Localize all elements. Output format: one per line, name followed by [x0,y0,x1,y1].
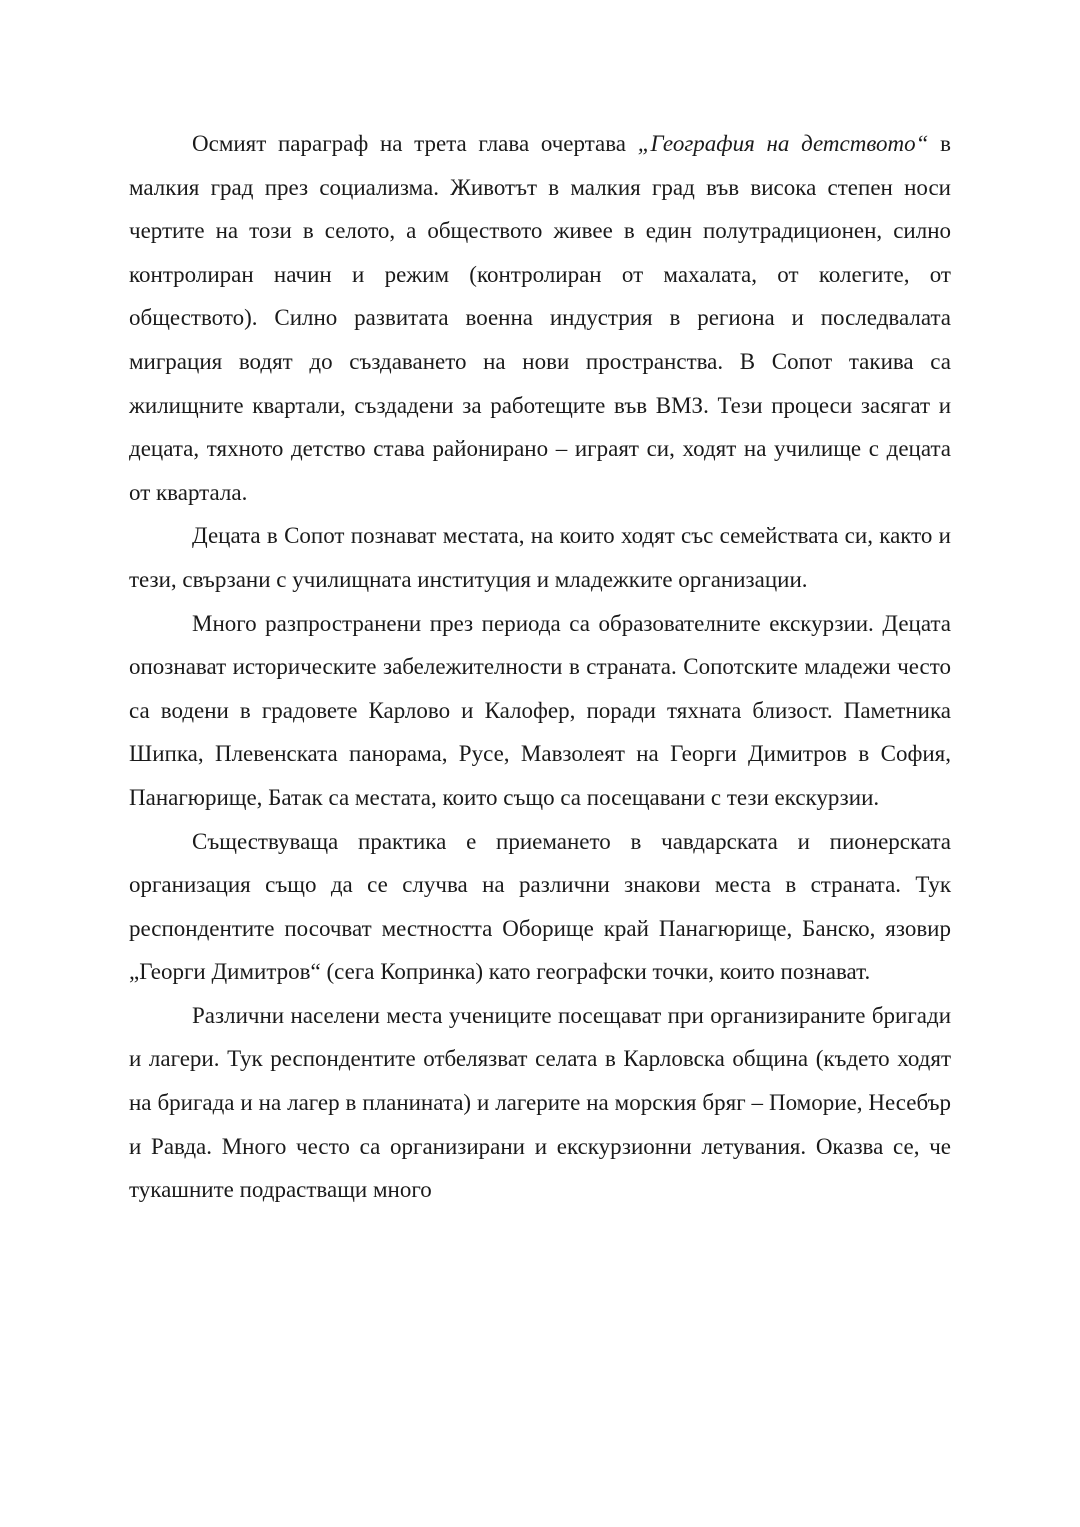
document-body [129,122,951,1212]
paragraph-3: Много разпространени през периода са образователните екскурзии. Децата опознават историческите забележителности в страната. Сопотските младежи често са водени в градовете Карлово и Калофер, поради тяхната близост. Паметника Шипка, Плевенската панорама, Русе, Мавзолеят на Георги Димитров в София, Панагюрище, Батак са местата, които също са посещавани с тези екскурзии. [129,610,951,810]
paragraph-4: Съществуваща практика е приемането в чавдарската и пионерската организация също да се случва на различни знакови места в страната. Тук респондентите посочват местността Оборище край Панагюрище, Банско, язовир „Георги Димитров“ (сега Копринка) като географски точки, които познават. [129,828,951,985]
paragraph-1 [129,122,951,514]
paragraph-1-intro: Осмият параграф на трета глава очертава [192,131,638,156]
paragraph-1-rest: в малкия град през социализма. Животът в малкия град във висока степен носи чертите на този в селото, а обществото живее в един полутрадиционен, силно контролиран начин и режим (контролиран от махалата, от колегите, от обществото). Силно развитата военна индустрия в региона и последвалата миграция водят до създаването на нови пространства. В Сопот такива са жилищните квартали, създадени за работещите във ВМЗ. Тези процеси засягат и децата, тяхното детство става районирано – играят си, ходят на училище с децата от квартала. [129,131,951,505]
italic-title-phrase: „География на детството“ [637,131,929,156]
paragraph-5: Различни населени места учениците посещават при организираните бригади и лагери. Тук респондентите отбелязват селата в Карловска община (където ходят на бригада и на лагер в планината) и лагерите на морския бряг – Поморие, Несебър и Равда. Много често са организирани и екскурзионни летувания. Оказва се, че тукашните подрастващи много [129,1002,951,1203]
paragraph-2: Децата в Сопот познават местата, на които ходят със семействата си, както и тези, свързани с училищната институция и младежките организации. [129,523,951,592]
